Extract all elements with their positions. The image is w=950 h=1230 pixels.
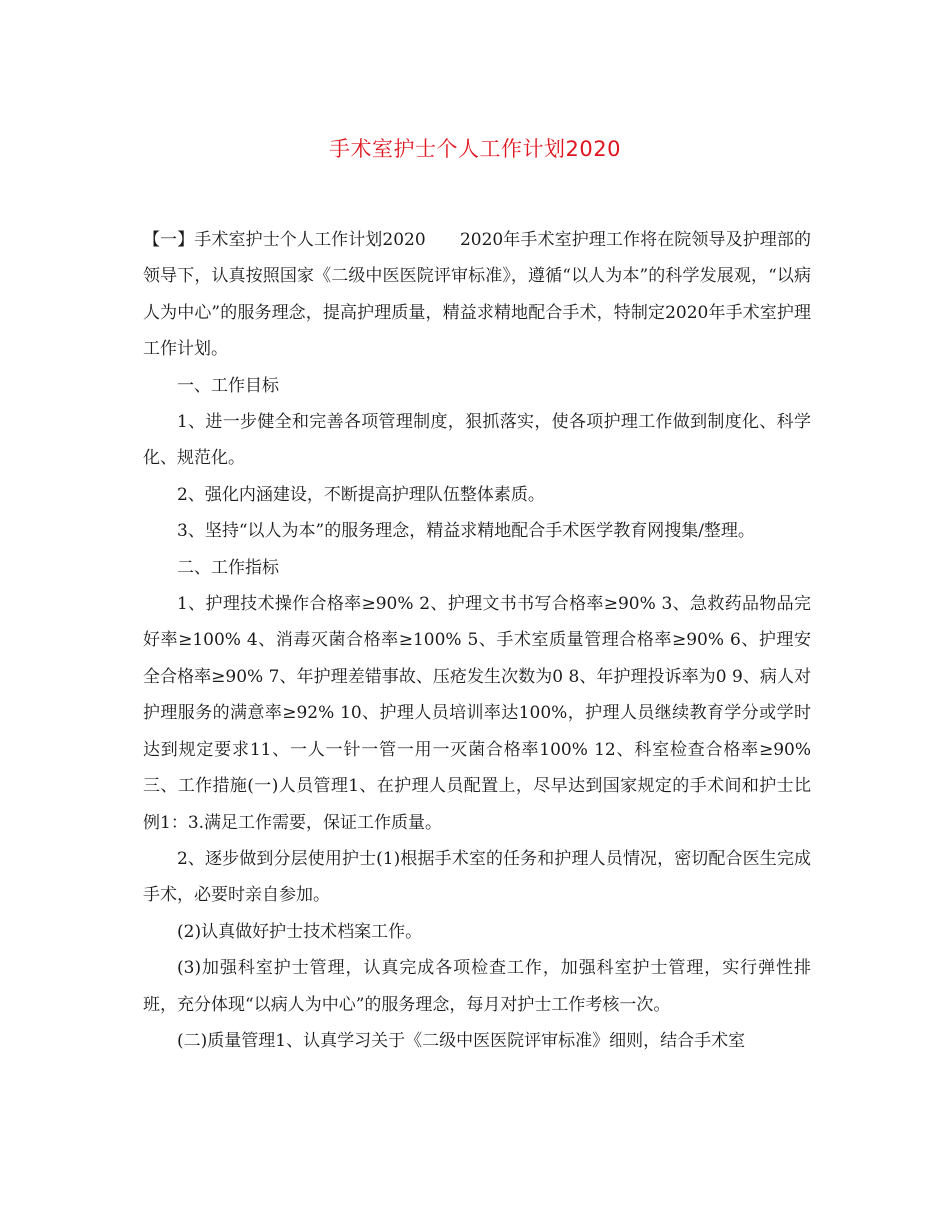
- section-heading-indicators: 二、工作指标: [177, 557, 279, 578]
- section-heading-goals: 一、工作目标: [177, 375, 279, 396]
- goal-item-3: 3、坚持“以人为本”的服务理念，精益求精地配合手术医学教育网搜集/整理。: [177, 521, 755, 542]
- measure-item-2: 2、逐步做到分层使用护士(1)根据手术室的任务和护理人员情况，密切配合医生完成手术，必要时亲自参加。: [143, 848, 811, 906]
- document-body: [143, 222, 811, 1059]
- intro-paragraph: 【一】手术室护士个人工作计划2020 2020年手术室护理工作将在院领导及护理部的领导下，认真按照国家《二级中医医院评审标准》，遵循“以人为本”的科学发展观，“以病人为中心”的服务理念，提高护理质量，精益求精地配合手术，特制定2020年手术室护理工作计划。: [143, 230, 811, 360]
- measure-item-2-sub-2: (2)认真做好护士技术档案工作。: [177, 921, 423, 942]
- goal-item-2: 2、强化内涵建设，不断提高护理队伍整体素质。: [177, 484, 545, 505]
- quality-management-paragraph: (二)质量管理1、认真学习关于《二级中医医院评审标准》细则，结合手术室: [177, 1030, 746, 1051]
- document-title: 手术室护士个人工作计划2020: [329, 137, 621, 161]
- indicators-paragraph: 1、护理技术操作合格率≥90% 2、护理文书书写合格率≥90% 3、急救药品物品完好率≥100% 4、消毒灭菌合格率≥100% 5、手术室质量管理合格率≥90% 6、护理安全合格率≥90% 7、年护理差错事故、压疮发生次数为0 8、年护理投诉率为0 9、病人对护理服务的满意率≥92% 10、护理人员培训率达100%，护理人员继续教育学分或学时达到规定要求11、一人一针一管一用一灭菌合格率100% 12、科室检查合格率≥90%三、工作措施(一)人员管理1、在护理人员配置上，尽早达到国家规定的手术间和护士比例1：3.满足工作需要，保证工作质量。: [143, 594, 811, 833]
- measure-item-2-sub-3: (3)加强科室护士管理，认真完成各项检查工作，加强科室护士管理，实行弹性排班，充分体现“以病人为中心”的服务理念，每月对护士工作考核一次。: [143, 958, 811, 1015]
- goal-item-1: 1、进一步健全和完善各项管理制度，狠抓落实，使各项护理工作做到制度化、科学化、规范化。: [143, 412, 811, 469]
